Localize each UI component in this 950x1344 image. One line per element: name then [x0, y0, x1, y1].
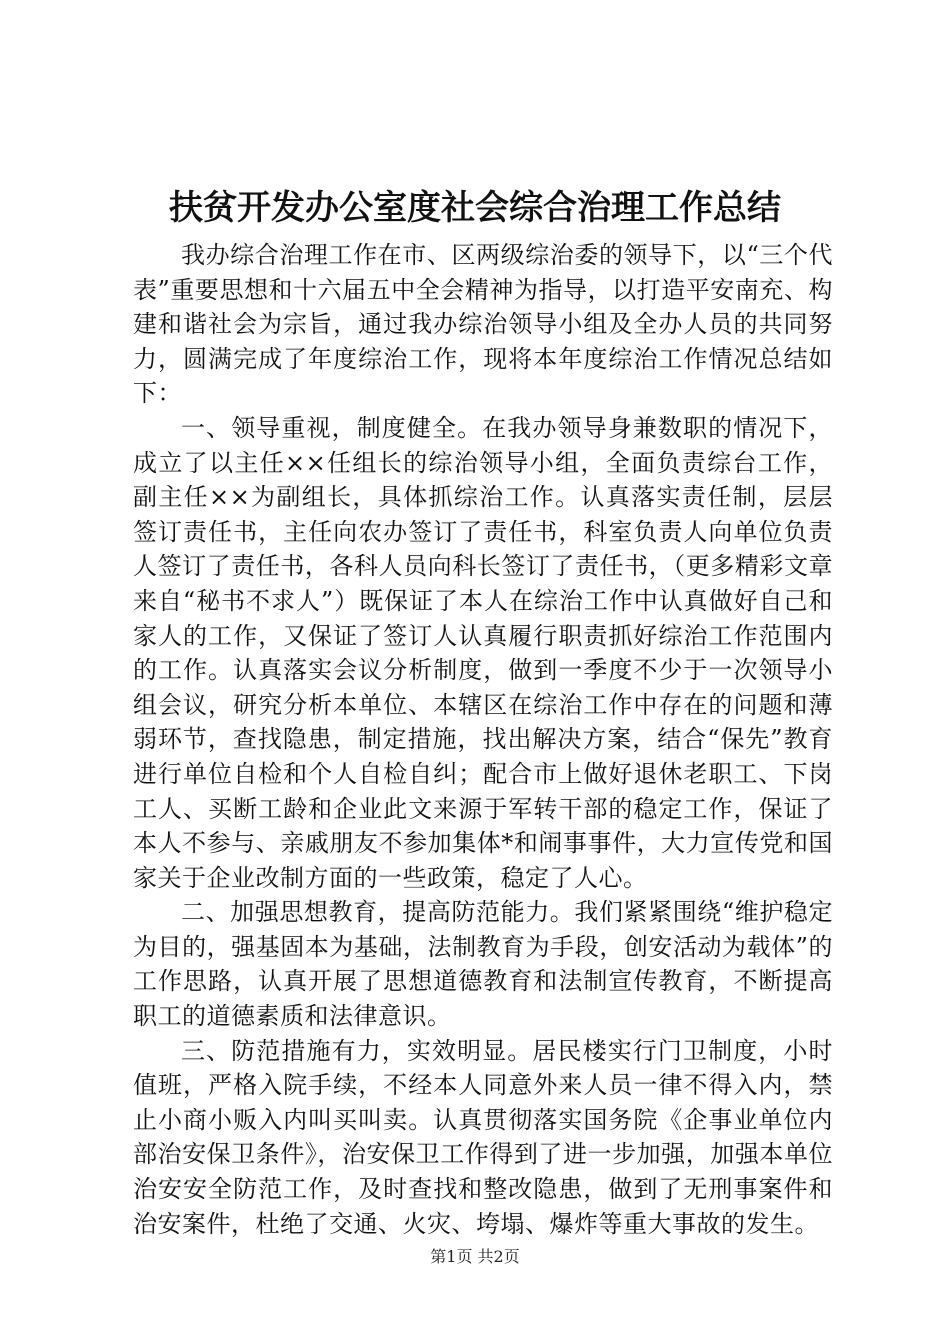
- document-body: [133, 238, 833, 1241]
- paragraph-section-1: 一、领导重视，制度健全。在我办领导身兼数职的情况下，成立了以主任××任组长的综治领导小组，全面负责综台工作，副主任××为副组长，具体抓综治工作。认真落实责任制，层层签订责任书，主任向农办签订了责任书，科室负责人向单位负责人签订了责任书，各科人员向科长签订了责任书，（更多精彩文章来自“秘书不求人”）既保证了本人在综治工作中认真做好自己和家人的工作，又保证了签订人认真履行职责抓好综治工作范围内的工作。认真落实会议分析制度，做到一季度不少于一次领导小组会议，研究分析本单位、本辖区在综治工作中存在的问题和薄弱环节，查找隐患，制定措施，找出解决方案，结合“保先”教育进行单位自检和个人自检自纠；配合市上做好退休老职工、下岗工人、买断工龄和企业此文来源于军转干部的稳定工作，保证了本人不参与、亲戚朋友不参加集体*和闹事事件，大力宣传党和国家关于企业改制方面的一些政策，稳定了人心。: [133, 413, 833, 892]
- paragraph-intro: 我办综合治理工作在市、区两级综治委的领导下，以“三个代表”重要思想和十六届五中全会精神为指导，以打造平安南充、构建和谐社会为宗旨，通过我办综治领导小组及全办人员的共同努力，圆满完成了年度综治工作，现将本年度综治工作情况总结如下：: [133, 241, 833, 408]
- document-title: 扶贫开发办公室度社会综合治理工作总结: [169, 188, 781, 228]
- page-footer: 第1页 共2页: [430, 1247, 520, 1266]
- paragraph-section-3: 三、防范措施有力，实效明显。居民楼实行门卫制度，小时值班，严格入院手续，不经本人同意外来人员一律不得入内，禁止小商小贩入内叫买叫卖。认真贯彻落实国务院《企事业单位内部治安保卫条件》，治安保卫工作得到了进一步加强，加强本单位治安安全防范工作，及时查找和整改隐患，做到了无刑事案件和治安案件，杜绝了交通、火灾、垮塌、爆炸等重大事故的发生。: [133, 1036, 833, 1238]
- paragraph-section-2: 二、加强思想教育，提高防范能力。我们紧紧围绕“维护稳定为目的，强基固本为基础，法制教育为手段，创安活动为载体”的工作思路，认真开展了思想道德教育和法制宣传教育，不断提高职工的道德素质和法律意识。: [133, 898, 833, 1031]
